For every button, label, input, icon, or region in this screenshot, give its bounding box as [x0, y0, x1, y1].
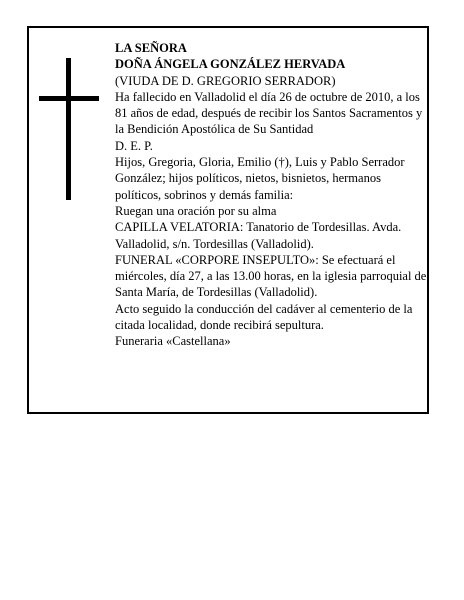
family-list: Hijos, Gregoria, Gloria, Emilio (†), Luis y Pablo Serrador González; hijos políticos, nietos, bisnietos, hermanos políticos, sobrinos y demás familia:	[115, 155, 405, 202]
cross-icon	[39, 58, 99, 200]
cross-horizontal-bar	[39, 96, 99, 101]
death-announcement: Ha fallecido en Valladolid el día 26 de octubre de 2010, a los 81 años de edad, después de recibir los Santos Sacramentos y la Bendición Apostólica de Su Santidad	[115, 89, 423, 137]
obituary-notice	[27, 26, 429, 414]
funeral-info: FUNERAL «CORPORE INSEPULTO»: Se efectuará el miércoles, día 27, a las 13.00 horas, en la iglesia parroquial de Santa María, de Tordesillas (Valladolid).	[115, 252, 427, 300]
burial-info: Acto seguido la conducción del cadáver al cementerio de la citada localidad, donde recibirá sepultura.	[115, 301, 413, 333]
notice-text	[115, 40, 427, 350]
cross-vertical-bar	[66, 58, 71, 200]
funeral-home: Funeraria «Castellana»	[115, 334, 231, 349]
wake-info: CAPILLA VELATORIA: Tanatorio de Tordesillas. Avda. Valladolid, s/n. Tordesillas (Valladolid).	[115, 220, 402, 251]
widow-of: (VIUDA DE D. GREGORIO SERRADOR)	[115, 73, 336, 88]
notice-title: LA SEÑORA	[115, 41, 187, 55]
rip-line: D. E. P.	[115, 138, 153, 153]
deceased-name: DOÑA ÁNGELA GONZÁLEZ HERVADA	[115, 57, 346, 72]
prayer-request: Ruegan una oración por su alma	[115, 203, 277, 218]
